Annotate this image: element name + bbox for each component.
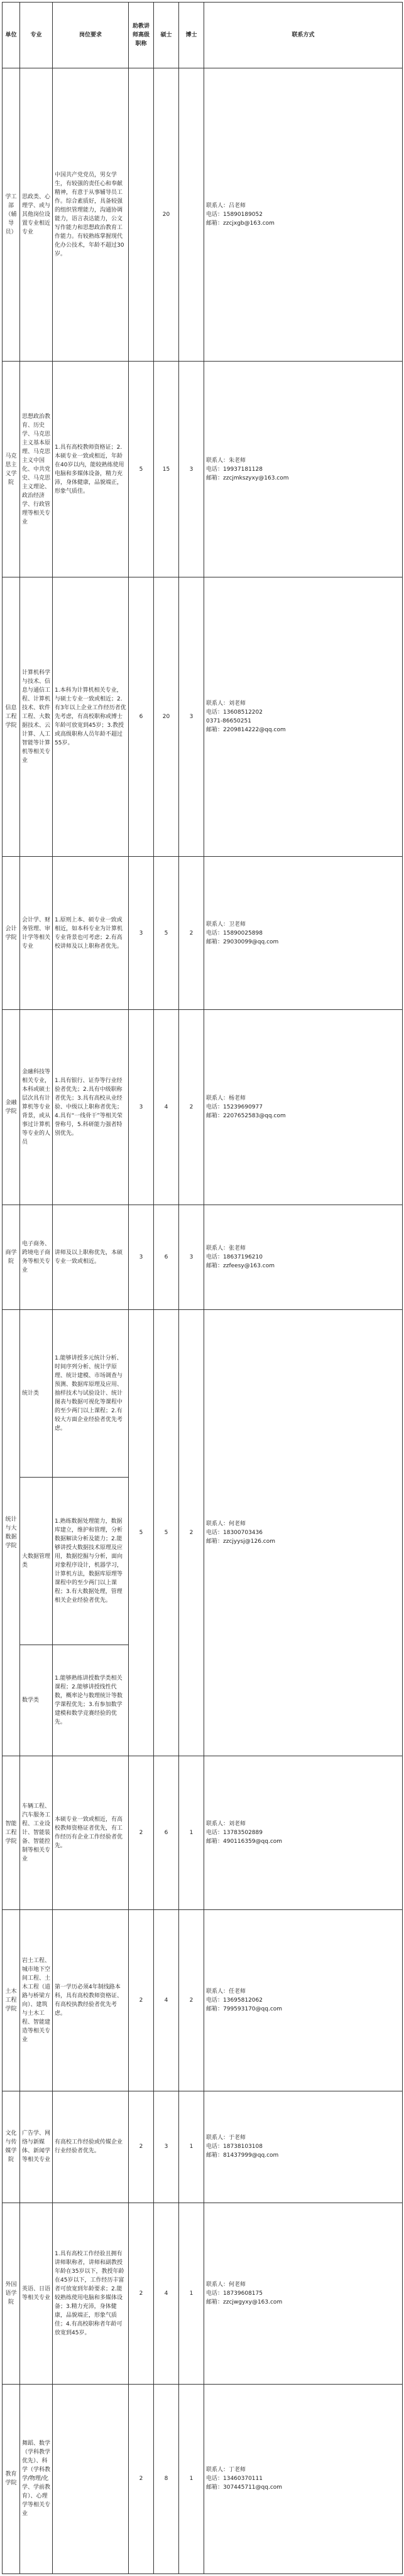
table-row [3,361,403,577]
title-count-cell: 2 [129,1909,154,2091]
contact-cell: 联系人：任老师 电话：13695812062 邮箱：799593170@qq.com [204,1909,403,2091]
contact-cell: 联系人：何老师 电话：18300703436 邮箱：zzcjyysj@126.com [204,1310,403,1756]
phd-count-cell: 3 [179,361,204,577]
table-row [3,1205,403,1310]
header-row [3,3,403,68]
requirement-cell: 1.具有高校教师资格证；2.本硕专业一致或相近，年龄在40岁以内，能较熟练使用电脑和多媒体设备，精力充沛，身体健康，品貌端正，形象气质佳。 [53,361,129,577]
contact-cell: 联系人：刘老师 电话：13783502889 邮箱：490116359@qq.com [204,1756,403,1909]
unit-cell: 商学院 [3,1205,20,1310]
unit-cell: 土木工程学院 [3,1909,20,2091]
requirement-cell: 1.原则上本、硕专业一致或相近，如本科专业为计算机专业背景也可考虑；2.有高校讲师及以上职称者优先。 [53,856,129,1009]
table-row [3,577,403,857]
unit-cell: 外国语学院 [3,2203,20,2384]
unit-cell: 学工部（辅导员） [3,68,20,362]
master-count-cell: 20 [154,577,179,857]
phd-count-cell: 3 [179,577,204,857]
major-cell: 电子商务、跨境电子商务等相关专业 [20,1205,53,1310]
table-row [3,856,403,1009]
unit-cell: 马克思主义学院 [3,361,20,577]
unit-cell: 教育学院 [3,2384,20,2573]
phd-count-cell: 2 [179,1310,204,1756]
requirement-cell: 有高校工作经验或传媒企业行业经验者优先。 [53,2091,129,2203]
title-count-cell [129,68,154,362]
master-count-cell: 5 [154,856,179,1009]
unit-cell: 会计学院 [3,856,20,1009]
table-row [3,68,403,362]
requirement-cell: 1.能够讲授多元统计分析、时间序列分析、统计学原理、统计建模、市场调查与预测、数据库原理及应用、抽样技术与试验设计、统计图表与数据可视化等课程中的至少两门以上课程；2.有较大方面企业经验者优先考虑。 [53,1310,129,1478]
header-contact: 联系方式 [204,3,403,68]
contact-cell: 联系人：于老师 电话：18738103108 邮箱：81437999@qq.com [204,2091,403,2203]
table-row [3,1909,403,2091]
title-count-cell: 5 [129,1310,154,1756]
title-count-cell: 2 [129,2384,154,2573]
master-count-cell: 15 [154,361,179,577]
requirement-cell: 1.具有银行、证券等行业经验者优先；2.具有中级职称者优先；3.具有高校从业经验、中级以上职称者优先；4.具有“一线骨干”等相关荣誉称号，5.科研能力强者特别优先。 [53,1010,129,1205]
requirement-cell: 本硕专业一致或相近，有高校教师资格证者优先，有工作经历有企业工作经验者优先。 [53,1756,129,1909]
requirement-cell: 1.能够熟练讲授数学类相关课程；2.能够讲授线性代数，概率论与数理统计等数学课程优先；3.有参加数学建模和数学竞赛经验的优先。 [53,1645,129,1756]
master-count-cell: 3 [154,2091,179,2203]
table-row [3,2203,403,2384]
master-count-cell: 4 [154,2203,179,2384]
phd-count-cell: 1 [179,1756,204,1909]
requirement-cell: 1.熟练数据处理能力，数据库建立，维护和管理，分析数据解读分析及能力；2.能够讲授大数据技术原理及应用，数据挖掘与分析，面向对象程序设计，机器学习，计算机方法，数据库原理等课程中的至少两门以上课程；3.有大数据处理，管理相关企业经验者优先。 [53,1477,129,1645]
requirement-cell: 中国共产党党员，男女学生，有较强的责任心和奉献精神，有意于从事辅导员工作。综合素质好，具备较强的组织管理能力，沟通协调能力，语言表达能力，公文写作能力和思想政治教育工作能力。有较熟练掌握现代化办公技术，年龄不超过30岁。 [53,68,129,362]
major-cell: 英语、日语等相关专业 [20,2203,53,2384]
phd-count-cell: 2 [179,1010,204,1205]
table-row [3,1310,403,1478]
master-count-cell: 5 [154,1310,179,1756]
requirement-cell: 1.本科为计算机相关专业，与硕士专业一致或相近；2.有3年以上企业工作经历者优先考虑，有高校职称或博士年龄可放宽到45岁；3.教授或高级职称人员年龄不超过55岁。 [53,577,129,857]
contact-cell: 联系人：杨老师 电话：15239690977 邮箱：2207652583@qq.com [204,1010,403,1205]
unit-cell: 智能工程学院 [3,1756,20,1909]
requirement-cell [53,2384,129,2573]
phd-count-cell: 2 [179,1909,204,2091]
contact-cell: 联系人：何老师 电话：18739608175 邮箱：zzcjwgyxy@163.com [204,2203,403,2384]
header-major: 专业 [20,3,53,68]
major-cell: 数学类 [20,1645,53,1756]
contact-cell: 联系人：刘老师 电话：13608512202 0371-86650251 邮箱：2209814222@qq.com [204,577,403,857]
table-row [3,2091,403,2203]
unit-cell: 信息工程学院 [3,577,20,857]
phd-count-cell: 3 [179,1205,204,1310]
requirement-cell: 第一学历必须4年制线路本科，具有高校教师资格证、有高校执教经验者优先考虑。 [53,1909,129,2091]
major-cell: 计算机科学与技术、信息与通信工程、计算机技术、软件工程、大数据技术、云计算、人工智能等计算机等相关专业 [20,577,53,857]
master-count-cell: 4 [154,1909,179,2091]
major-cell: 会计学、财务管理、审计学等相关专业 [20,856,53,1009]
major-cell: 舞蹈、数学（学科教学优先）、科学（学科教学/物理/化学、学前教育）、心理学等相关专业 [20,2384,53,2573]
title-count-cell: 3 [129,856,154,1009]
header-unit: 单位 [3,3,20,68]
header-phd: 博士 [179,3,204,68]
title-count-cell: 6 [129,577,154,857]
contact-cell: 联系人：卫老师 电话：15890025898 邮箱：29030099@qq.com [204,856,403,1009]
recruitment-table [2,2,403,2574]
table-row [3,1010,403,1205]
major-cell: 思想政治教育、历史学、马克思主义基本原理、马克思主义中国化、中共党史、马克思主义理论、政治经济学、行政管理等相关专业 [20,361,53,577]
master-count-cell: 20 [154,68,179,362]
master-count-cell: 8 [154,2384,179,2573]
phd-count-cell: 2 [179,856,204,1009]
major-cell: 统计类 [20,1310,53,1478]
major-cell: 金融科技等相关专业，本科或硕士层次具有计算机等专业背景，或从事过计算机等专业的人员 [20,1010,53,1205]
major-cell: 广告学、网络与新媒体、新闻学等相关专业 [20,2091,53,2203]
phd-count-cell: 1 [179,2091,204,2203]
unit-cell: 金融学院 [3,1010,20,1205]
title-count-cell: 2 [129,2091,154,2203]
phd-count-cell: 1 [179,2203,204,2384]
title-count-cell: 5 [129,361,154,577]
phd-count-cell: 1 [179,2384,204,2573]
title-count-cell: 2 [129,1756,154,1909]
contact-cell: 联系人：丁老师 电话：13460370111 邮箱：307445711@qq.com [204,2384,403,2573]
master-count-cell: 6 [154,1756,179,1909]
major-cell: 车辆工程、汽车服务工程、工业设计、智能装备、智能控制等相关专业 [20,1756,53,1909]
title-count-cell: 3 [129,1205,154,1310]
title-count-cell: 2 [129,2203,154,2384]
requirement-cell: 1.具有高校工作经验且拥有讲师职称者，讲师和副教授年龄在35岁以下，教授年龄在45岁以下，工作经历丰富者可放宽到年龄要求；2.能较熟练使用电脑和多媒体设备；3.精力充沛，身体健康，品貌端正，形象气质佳；4.有高校职称者年龄可放宽到45岁。 [53,2203,129,2384]
phd-count-cell [179,68,204,362]
header-title-rank: 助教讲师高级职称 [129,3,154,68]
master-count-cell: 6 [154,1205,179,1310]
table-row [3,2384,403,2573]
unit-cell: 统计与大数据学院 [3,1310,20,1756]
title-count-cell: 3 [129,1010,154,1205]
contact-cell: 联系人：张老师 电话：18637196210 邮箱：zzfeesy@163.com [204,1205,403,1310]
table-row [3,1756,403,1909]
header-requirements: 岗位要求 [53,3,129,68]
requirement-cell: 讲师及以上职称优先，本硕专业一致或相近。 [53,1205,129,1310]
unit-cell: 文化与传媒学院 [3,2091,20,2203]
contact-cell: 联系人：吕老师 电话：15890189052 邮箱：zzcjxgb@163.com [204,68,403,362]
major-cell: 大数据管理类 [20,1477,53,1645]
master-count-cell: 4 [154,1010,179,1205]
major-cell: 思政类、心理学、或与其他岗位设置专业相近专业 [20,68,53,362]
contact-cell: 联系人：朱老师 电话：19937181128 邮箱：zzcjmkszyxy@163.com [204,361,403,577]
header-master: 硕士 [154,3,179,68]
major-cell: 岩土工程、城市地下空间工程、土木工程（道路与桥梁方向）、建筑与土木工程、智能建造等相关专业 [20,1909,53,2091]
